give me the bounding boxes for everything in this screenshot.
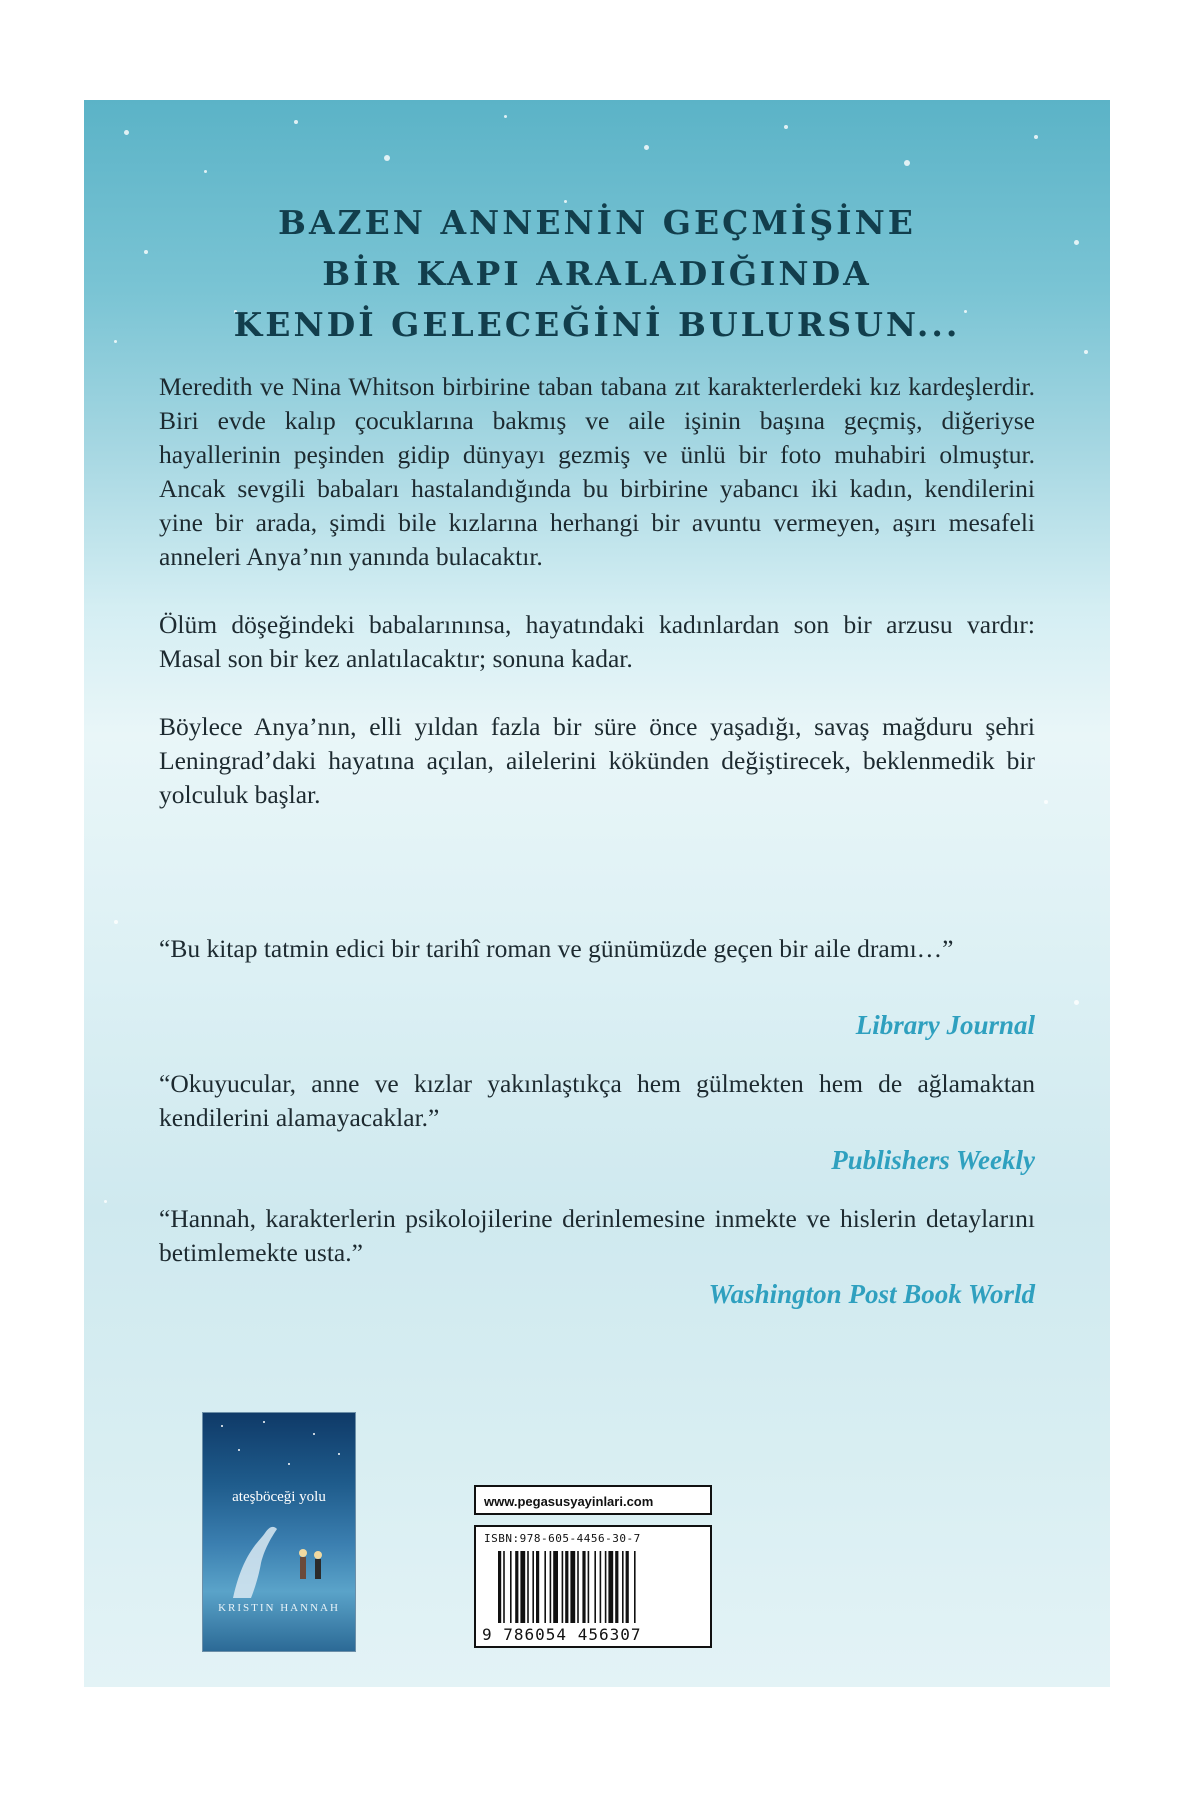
related-book-cover: [202, 1412, 356, 1652]
snowflake: [504, 115, 507, 118]
snowflake: [784, 125, 788, 129]
snowflake: [114, 920, 118, 924]
headline: [84, 197, 1110, 350]
headline-line-1: BAZEN ANNENİN GEÇMİŞİNE: [278, 203, 916, 242]
isbn-label: ISBN:978-605-4456-30-7: [484, 1532, 641, 1545]
star: [221, 1425, 223, 1427]
headline-line-3: KENDİ GELECEĞİNİ BULURSUN...: [233, 305, 961, 344]
synopsis-paragraph-3: Böylece Anya’nın, elli yıldan fazla bir süre önce yaşadığı, savaş mağduru şehri Leningrad’daki hayatına açılan, ailelerini kökünden değiştirecek, beklenmedik bir yolculuk başlar.: [159, 712, 1035, 809]
review-source-3: Washington Post Book World: [708, 1279, 1035, 1309]
publisher-url: www.pegasusyayinlari.com: [474, 1485, 712, 1515]
snowflake: [904, 160, 910, 166]
barcode-box: [474, 1525, 712, 1648]
snowflake: [1084, 350, 1088, 354]
related-book-title: ateşböceği yolu: [232, 1489, 326, 1505]
synopsis-paragraph-1: Meredith ve Nina Whitson birbirine taban tabana zıt karakterlerdeki kız kardeşlerdir. Biri evde kalıp çocuklarına bakmış ve aile işinin başına geçmiş, diğeriyse hayallerinin peşinden gidip dünyayı gezmiş ve ünlü bir foto muhabiri olmuştur. Ancak sevgili babaları hastalandığında bu birbirine yabancı iki kadın, kendilerini yine bir arada, şimdi bile kızlarına herhangi bir avuntu vermeyen, aşırı mesafeli anneleri Anya’nın yanında bulacaktır.: [159, 372, 1035, 571]
barcode-number: 9 786054 456307: [482, 1625, 642, 1644]
review-quote-1: “Bu kitap tatmin edici bir tarihî roman ve günümüzde geçen bir aile dramı…”: [159, 934, 954, 963]
snowflake: [104, 1200, 107, 1203]
headline-line-2: BİR KAPI ARALADIĞINDA: [322, 254, 872, 293]
snowflake: [1074, 1000, 1079, 1005]
review-quote-3: “Hannah, karakterlerin psikolojilerine derinlemesine inmekte ve hislerin detaylarını betimlemekte usta.”: [159, 1204, 1035, 1267]
review-source-1: Library Journal: [855, 1010, 1035, 1040]
snowflake: [204, 170, 207, 173]
barcode-icon: [498, 1551, 704, 1623]
snowflake: [1034, 135, 1038, 139]
snowflake: [124, 130, 129, 135]
snowflake: [1044, 800, 1048, 804]
snowflake: [384, 155, 390, 161]
star: [263, 1421, 265, 1423]
related-book-author: KRISTIN HANNAH: [218, 1602, 340, 1614]
heron-icon: [203, 1513, 355, 1603]
synopsis-paragraph-2: Ölüm döşeğindeki babalarınınsa, hayatındaki kadınlardan son bir arzusu vardır: Masal son bir kez anlatılacaktır; sonuna kadar.: [159, 610, 1035, 673]
review-source-2: Publishers Weekly: [831, 1145, 1035, 1175]
star: [288, 1463, 290, 1465]
review-quote-2: “Okuyucular, anne ve kızlar yakınlaştıkça hem gülmekten hem de ağlamaktan kendilerini alamayacaklar.”: [159, 1069, 1035, 1132]
snowflake: [294, 120, 298, 124]
star: [238, 1449, 240, 1451]
synopsis: [159, 370, 1035, 846]
star: [313, 1433, 315, 1435]
star: [338, 1453, 340, 1455]
snowflake: [644, 145, 649, 150]
back-cover: [84, 100, 1110, 1687]
